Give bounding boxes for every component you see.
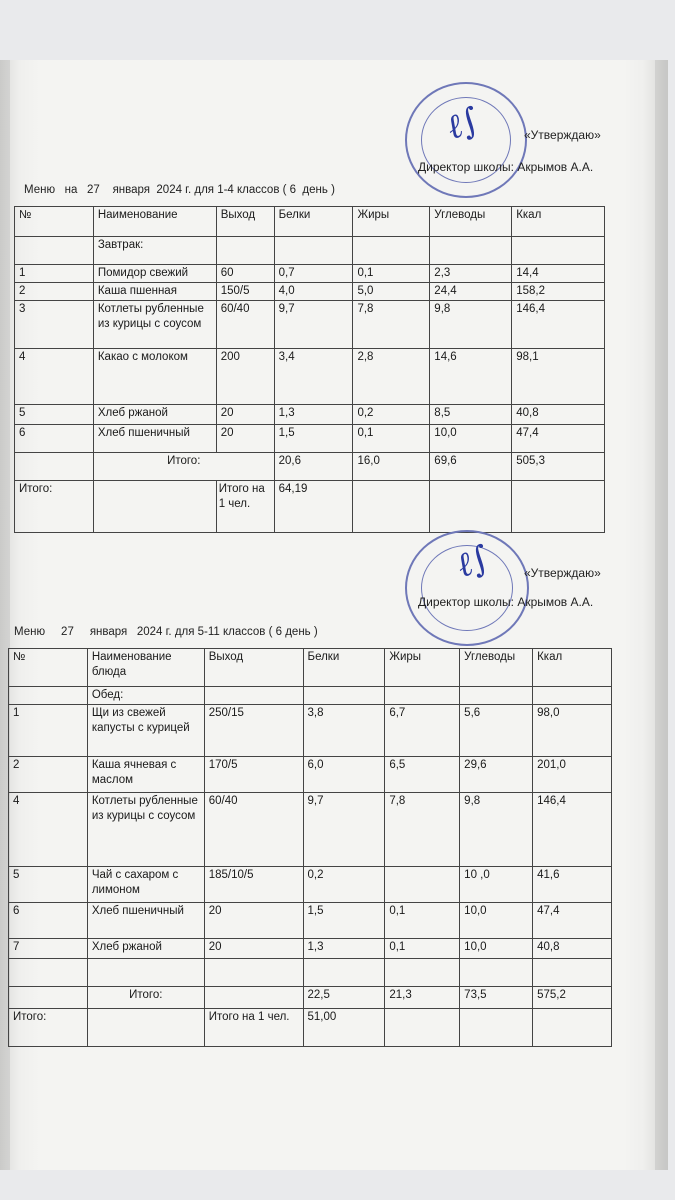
menu1-table: [14, 206, 605, 533]
cell-dish: Какао с молоком: [93, 349, 216, 405]
total-kcal: 505,3: [512, 453, 605, 481]
total-kcal: 575,2: [533, 987, 612, 1009]
cell-dish: Помидор свежий: [93, 265, 216, 283]
cell-carbs: 2,3: [430, 265, 512, 283]
cell-num: 4: [9, 793, 88, 867]
cell-fat: 0,1: [385, 903, 460, 939]
cell-fat: 6,7: [385, 705, 460, 757]
menu1-header-cell: Жиры: [353, 207, 430, 237]
menu1-header-cell: Наименование: [93, 207, 216, 237]
cell-yield: 20: [204, 903, 303, 939]
cell-fat: 2,8: [353, 349, 430, 405]
cell-kcal: 146,4: [533, 793, 612, 867]
cell-fat: 7,8: [353, 301, 430, 349]
cell-fat: 0,1: [385, 939, 460, 959]
approval-line-1: «Утверждаю»: [524, 128, 601, 142]
total-label: Итого:: [87, 987, 204, 1009]
menu1-section-label: Завтрак:: [93, 237, 216, 265]
total-carbs: 69,6: [430, 453, 512, 481]
director-line-2: Директор школы: Акрымов А.А.: [418, 595, 594, 609]
cell-dish: Хлеб пшеничный: [87, 903, 204, 939]
table-row: [15, 349, 605, 405]
menu1-header-cell: №: [15, 207, 94, 237]
cell-carbs: 14,6: [430, 349, 512, 405]
cell-fat: 0,1: [353, 425, 430, 453]
menu2-header-cell: №: [9, 649, 88, 687]
cell-fat: 0,1: [353, 265, 430, 283]
cell-yield: 20: [216, 405, 274, 425]
cell-yield: 170/5: [204, 757, 303, 793]
cell-carbs: 24,4: [430, 283, 512, 301]
cell-carbs: 8,5: [430, 405, 512, 425]
cell-yield: 20: [204, 939, 303, 959]
cell-num: 6: [9, 903, 88, 939]
menu1-per-person-row: [15, 481, 605, 533]
total-protein: 20,6: [274, 453, 353, 481]
menu2-section-label: Обед:: [87, 687, 204, 705]
cell-protein: 1,5: [274, 425, 353, 453]
cell-fat: 5,0: [353, 283, 430, 301]
cell-carbs: 29,6: [460, 757, 533, 793]
per-person-value: 51,00: [303, 1009, 385, 1047]
cell-carbs: 10 ,0: [460, 867, 533, 903]
cell-protein: 0,7: [274, 265, 353, 283]
table-row: [15, 405, 605, 425]
cell-num: 2: [15, 283, 94, 301]
cell-protein: 1,3: [303, 939, 385, 959]
per-person-label: Итого:: [9, 1009, 88, 1047]
menu1-header-cell: Ккал: [512, 207, 605, 237]
menu2-header-cell: Наименование блюда: [87, 649, 204, 687]
cell-dish: Хлеб пшеничный: [93, 425, 216, 453]
cell-num: 6: [15, 425, 94, 453]
table-row: [15, 265, 605, 283]
cell-carbs: 9,8: [460, 793, 533, 867]
cell-num: 7: [9, 939, 88, 959]
cell-carbs: 9,8: [430, 301, 512, 349]
cell-carbs: 10,0: [460, 903, 533, 939]
cell-num: 4: [15, 349, 94, 405]
cell-fat: 7,8: [385, 793, 460, 867]
cell-kcal: 14,4: [512, 265, 605, 283]
cell-fat: 0,2: [353, 405, 430, 425]
scan-edge-right: [655, 60, 668, 1170]
cell-num: 5: [9, 867, 88, 903]
director-signature-1: ℓ∫: [441, 99, 485, 149]
cell-protein: 1,3: [274, 405, 353, 425]
table-row: [15, 425, 605, 453]
cell-yield: 60: [216, 265, 274, 283]
menu2-caption: Меню 27 января 2024 г. для 5-11 классов ( 6 день ): [14, 626, 318, 638]
cell-protein: 1,5: [303, 903, 385, 939]
cell-protein: 4,0: [274, 283, 353, 301]
per-person-label: Итого:: [15, 481, 94, 533]
cell-yield: 20: [216, 425, 274, 453]
cell-protein: 9,7: [303, 793, 385, 867]
cell-dish: Каша ячневая с маслом: [87, 757, 204, 793]
cell-yield: 250/15: [204, 705, 303, 757]
table-row: [15, 283, 605, 301]
cell-protein: 3,8: [303, 705, 385, 757]
cell-kcal: 146,4: [512, 301, 605, 349]
table-row: [9, 757, 612, 793]
cell-dish: Хлеб ржаной: [87, 939, 204, 959]
table-row: [9, 939, 612, 959]
cell-carbs: 10,0: [430, 425, 512, 453]
cell-kcal: 98,1: [512, 349, 605, 405]
cell-dish: Хлеб ржаной: [93, 405, 216, 425]
cell-num: 1: [15, 265, 94, 283]
menu1-caption: Меню на 27 января 2024 г. для 1-4 классов ( 6 день ): [24, 184, 335, 196]
cell-fat: [385, 867, 460, 903]
menu1-total-row: [15, 453, 605, 481]
cell-fat: 6,5: [385, 757, 460, 793]
cell-kcal: 47,4: [512, 425, 605, 453]
total-fat: 16,0: [353, 453, 430, 481]
cell-dish: Котлеты рубленные из курицы с соусом: [93, 301, 216, 349]
menu1-header-row: [15, 207, 605, 237]
cell-protein: 6,0: [303, 757, 385, 793]
per-person-caption: Итого на 1 чел.: [204, 1009, 303, 1047]
table-row: [9, 793, 612, 867]
director-line-1: Директор школы: Акрымов А.А.: [418, 160, 594, 174]
menu1-header-cell: Выход: [216, 207, 274, 237]
cell-protein: 9,7: [274, 301, 353, 349]
cell-kcal: 47,4: [533, 903, 612, 939]
menu2-header-cell: Жиры: [385, 649, 460, 687]
cell-num: 3: [15, 301, 94, 349]
per-person-value: 64,19: [274, 481, 353, 533]
cell-num: 2: [9, 757, 88, 793]
menu1-section-row: [15, 237, 605, 265]
menu2-empty-row: [9, 959, 612, 987]
menu2-header-cell: Углеводы: [460, 649, 533, 687]
cell-carbs: 10,0: [460, 939, 533, 959]
cell-carbs: 5,6: [460, 705, 533, 757]
total-protein: 22,5: [303, 987, 385, 1009]
cell-kcal: 41,6: [533, 867, 612, 903]
total-fat: 21,3: [385, 987, 460, 1009]
menu2-section-row: [9, 687, 612, 705]
cell-kcal: 158,2: [512, 283, 605, 301]
cell-dish: Котлеты рубленные из курицы с соусом: [87, 793, 204, 867]
cell-yield: 60/40: [216, 301, 274, 349]
school-seal-2: [405, 530, 529, 646]
menu2-header-row: [9, 649, 612, 687]
approval-line-2: «Утверждаю»: [524, 566, 601, 580]
cell-yield: 200: [216, 349, 274, 405]
cell-kcal: 201,0: [533, 757, 612, 793]
table-row: [9, 867, 612, 903]
cell-dish: Щи из свежей капусты с курицей: [87, 705, 204, 757]
menu1-header-cell: Белки: [274, 207, 353, 237]
cell-protein: 0,2: [303, 867, 385, 903]
per-person-caption: Итого на 1 чел.: [216, 481, 274, 533]
cell-kcal: 40,8: [533, 939, 612, 959]
menu2-header-cell: Выход: [204, 649, 303, 687]
cell-kcal: 40,8: [512, 405, 605, 425]
cell-dish: Чай с сахаром с лимоном: [87, 867, 204, 903]
menu2-header-cell: Белки: [303, 649, 385, 687]
total-label: Итого:: [93, 453, 274, 481]
menu2-table: [8, 648, 612, 1047]
school-seal-1: [405, 82, 527, 198]
cell-protein: 3,4: [274, 349, 353, 405]
menu2-per-person-row: [9, 1009, 612, 1047]
cell-dish: Каша пшенная: [93, 283, 216, 301]
cell-num: 1: [9, 705, 88, 757]
table-row: [9, 903, 612, 939]
cell-yield: 60/40: [204, 793, 303, 867]
total-carbs: 73,5: [460, 987, 533, 1009]
director-signature-2: ℓ∫: [451, 537, 495, 587]
table-row: [9, 705, 612, 757]
menu2-total-row: [9, 987, 612, 1009]
cell-kcal: 98,0: [533, 705, 612, 757]
cell-num: 5: [15, 405, 94, 425]
menu1-header-cell: Углеводы: [430, 207, 512, 237]
cell-yield: 185/10/5: [204, 867, 303, 903]
cell-yield: 150/5: [216, 283, 274, 301]
menu2-header-cell: Ккал: [533, 649, 612, 687]
table-row: [15, 301, 605, 349]
